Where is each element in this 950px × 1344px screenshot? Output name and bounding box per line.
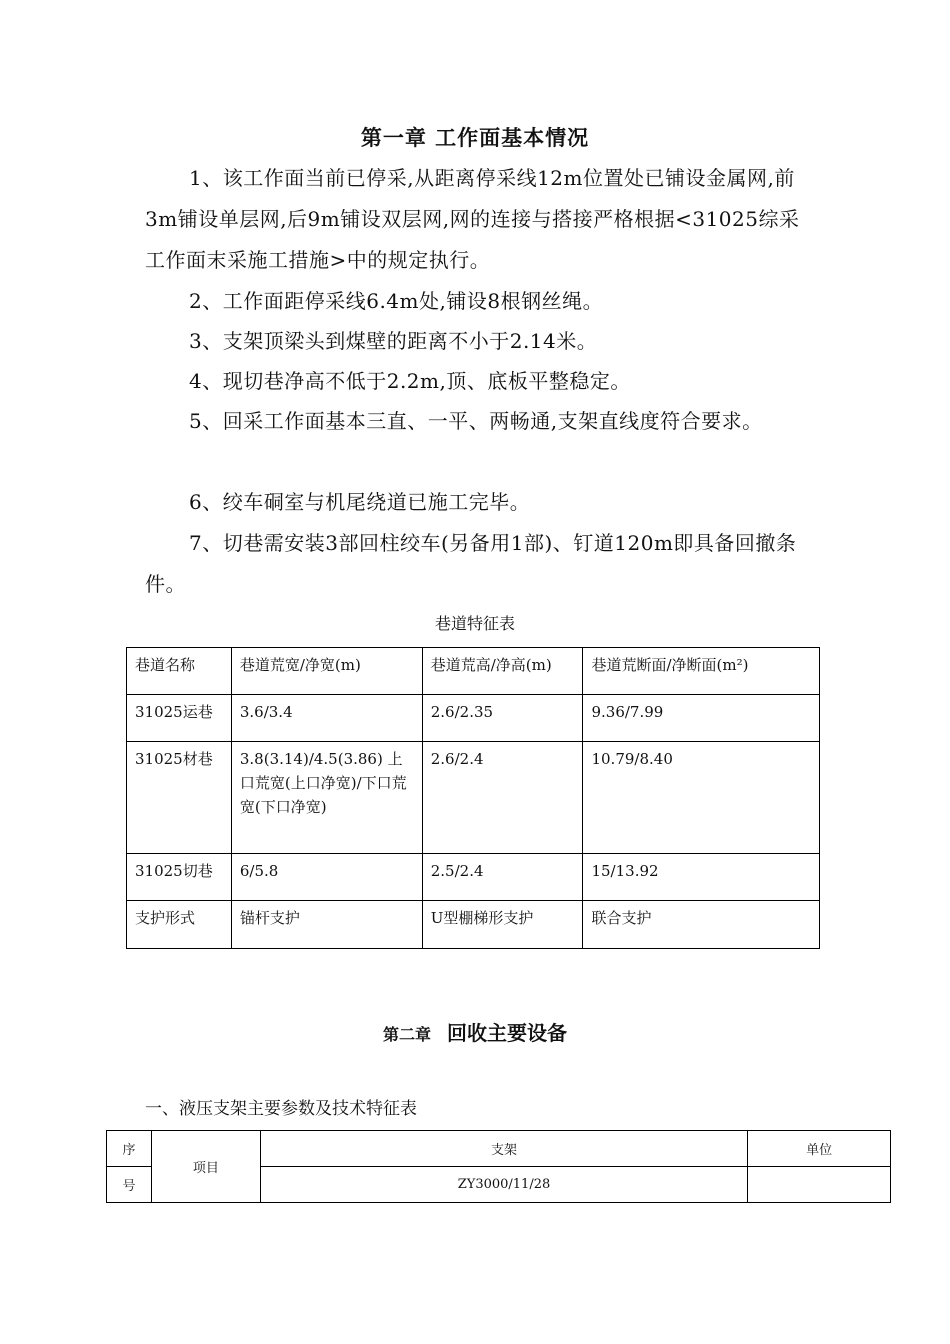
table-cell: 15/13.92	[583, 854, 820, 901]
table-cell: 3.8(3.14)/4.5(3.86) 上口荒宽(上口净宽)/下口荒宽(下口净宽)	[231, 742, 422, 854]
table-cell: 10.79/8.40	[583, 742, 820, 854]
table-header-row	[127, 648, 820, 695]
roadway-table-caption: 巷道特征表	[434, 614, 515, 633]
chapter1-item-1: 1、该工作面当前已停采,从距离停采线12m位置处已铺设金属网,前3m铺设单层网,后9m铺设双层网,网的连接与搭接严格根据<31025综采工作面末采施工措施>中的规定执行。	[145, 166, 800, 272]
table-cell: 2.6/2.4	[422, 742, 583, 854]
table-cell: 单位	[748, 1131, 891, 1167]
chapter1-item-5: 5、回采工作面基本三直、一平、两畅通,支架直线度符合要求。	[189, 409, 763, 433]
table-row	[127, 695, 820, 742]
table-cell: 31025材巷	[127, 742, 232, 854]
table-header-cell: 巷道荒宽/净宽(m)	[231, 648, 422, 695]
table-header-cell: 巷道名称	[127, 648, 232, 695]
chapter1-title: 第一章 工作面基本情况	[360, 125, 590, 150]
table-row	[127, 854, 820, 901]
table-cell: 序	[107, 1131, 152, 1167]
chapter2-title	[0, 1017, 950, 1046]
table-cell: 号	[107, 1167, 152, 1203]
table-row	[107, 1131, 891, 1167]
table-cell: 31025运巷	[127, 695, 232, 742]
table-row	[127, 901, 820, 949]
table-cell: 2.5/2.4	[422, 854, 583, 901]
table-cell: 2.6/2.35	[422, 695, 583, 742]
chapter1-item-4: 4、现切巷净高不低于2.2m,顶、底板平整稳定。	[189, 369, 631, 393]
table-cell: 支架	[260, 1131, 747, 1167]
table-cell: ZY3000/11/28	[260, 1167, 747, 1203]
roadway-table	[126, 647, 820, 949]
table-cell: 锚杆支护	[231, 901, 422, 949]
chapter1-item-6: 6、绞车硐室与机尾绕道已施工完毕。	[189, 490, 531, 514]
table-cell: 联合支护	[583, 901, 820, 949]
table-row	[127, 742, 820, 854]
chapter1-item-2: 2、工作面距停采线6.4m处,铺设8根钢丝绳。	[189, 289, 604, 313]
table-cell: U型棚梯形支护	[422, 901, 583, 949]
chapter1-item-7: 7、切巷需安装3部回柱绞车(另备用1部)、钉道120m即具备回撤条件。	[145, 531, 797, 596]
table-cell	[748, 1167, 891, 1203]
table-cell: 9.36/7.99	[583, 695, 820, 742]
table-cell: 3.6/3.4	[231, 695, 422, 742]
chapter2-prefix: 第二章	[382, 1025, 431, 1044]
table-cell: 6/5.8	[231, 854, 422, 901]
table-cell: 支护形式	[127, 901, 232, 949]
table-cell: 项目	[151, 1131, 260, 1203]
table-cell: 31025切巷	[127, 854, 232, 901]
table-header-cell: 巷道荒高/净高(m)	[422, 648, 583, 695]
chapter2-name: 回收主要设备	[447, 1021, 567, 1045]
section1-title: 一、液压支架主要参数及技术特征表	[145, 1099, 417, 1119]
chapter1-item-3: 3、支架顶梁头到煤壁的距离不小于2.14米。	[189, 329, 598, 353]
table-header-cell: 巷道荒断面/净断面(m²)	[583, 648, 820, 695]
support-table	[106, 1130, 891, 1203]
